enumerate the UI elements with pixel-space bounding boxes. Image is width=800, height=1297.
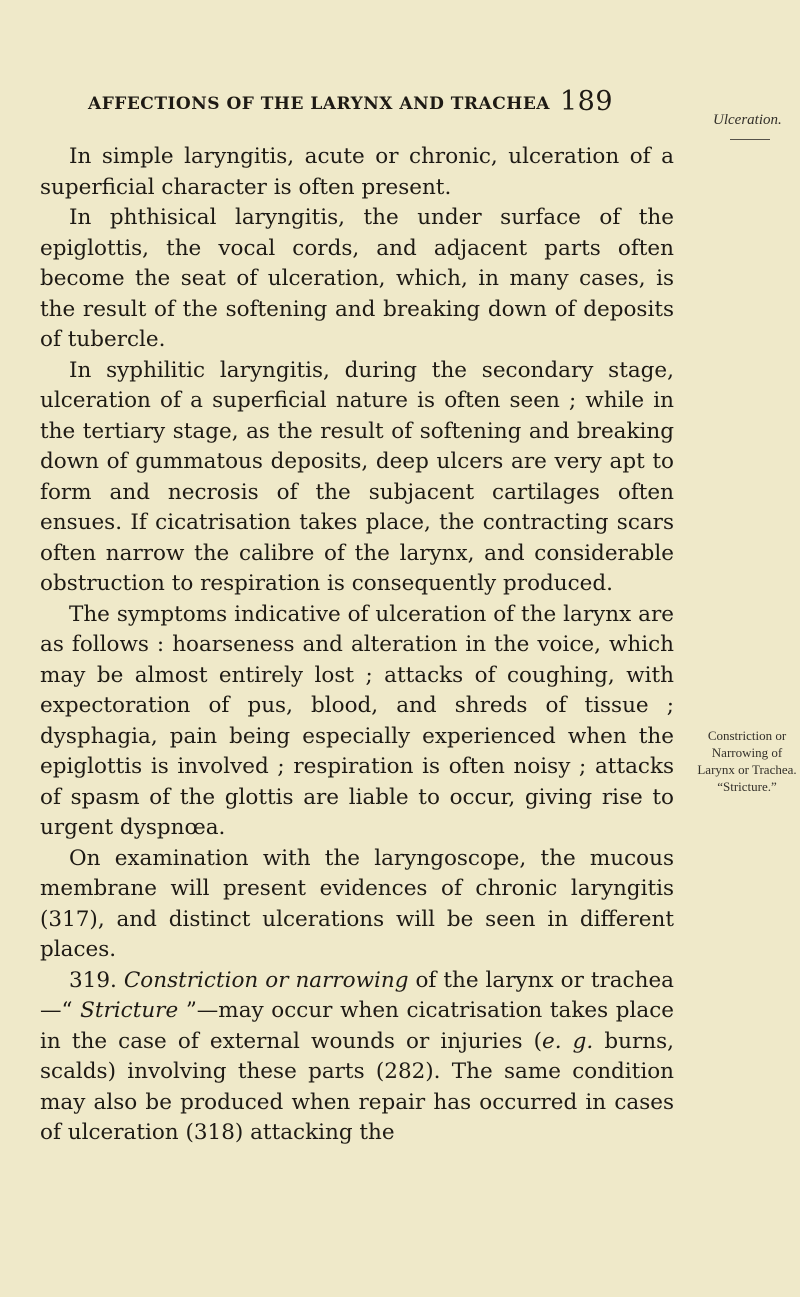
paragraph-phthisical-laryngitis: In phthisical laryngitis, the under surface of the epiglottis, the vocal cords, and adjacent parts often become the seat of ulceration, which, in many cases, is the result of the softening and breaking down of deposits of tubercle. [40, 205, 674, 352]
running-title: AFFECTIONS OF THE LARYNX AND TRACHEA [88, 94, 550, 114]
paragraph-symptoms: The symptoms indicative of ulceration of the larynx are as follows : hoarseness and alteration in the voice, which may be almost entirely lost ; attacks of coughing, with expectoration of pus, blood, and shreds of tissue ; dysphagia, pain being especially experienced when the epiglottis is involved ; respiration is often noisy ; attacks of spasm of the glottis are liable to occur, giving rise to urgent dyspnœa. [40, 601, 674, 840]
section-text-a: of the larynx or trachea—“ [40, 967, 674, 1023]
section-term: Stricture [80, 998, 179, 1023]
paragraph-section-319 [40, 966, 674, 1149]
section-text-b: ”—may occur when cicatrisation takes place in the case of external wounds or injuries ( [40, 998, 674, 1054]
margin-note-constriction: Constriction or Narrowing of Larynx or Trachea. “Stricture.” [697, 728, 797, 794]
page-number: 189 [560, 86, 614, 117]
paragraph-simple-laryngitis: In simple laryngitis, acute or chronic, ulceration of a superficial character is often present. [40, 144, 674, 200]
margin-divider [730, 139, 770, 140]
section-number: 319. [69, 967, 117, 993]
margin-note-ulceration: Ulceration. [713, 112, 782, 128]
paragraph-examination: On examination with the laryngoscope, the mucous membrane will present evidences of chronic laryngitis (317), and distinct ulcerations will be seen in different places. [40, 845, 674, 962]
section-eg: e. g. [542, 1028, 594, 1054]
section-title: Constriction or narrowing [123, 967, 409, 993]
paragraph-syphilitic-laryngitis: In syphilitic laryngitis, during the secondary stage, ulceration of a superficial nature is often seen ; while in the tertiary stage, as the result of softening and breaking down of gummatous deposits, deep ulcers are very apt to form and necrosis of the subjacent cartilages often ensues. If cicatrisation takes place, the contracting scars often narrow the calibre of the larynx, and considerable obstruction to respiration is consequently produced. [40, 357, 674, 596]
body-text [40, 142, 674, 1149]
section-text-c: burns, scalds) involving these parts (282). The same condition may also be produced when repair has occurred in cases of ulceration (318) attacking the [40, 1028, 674, 1145]
